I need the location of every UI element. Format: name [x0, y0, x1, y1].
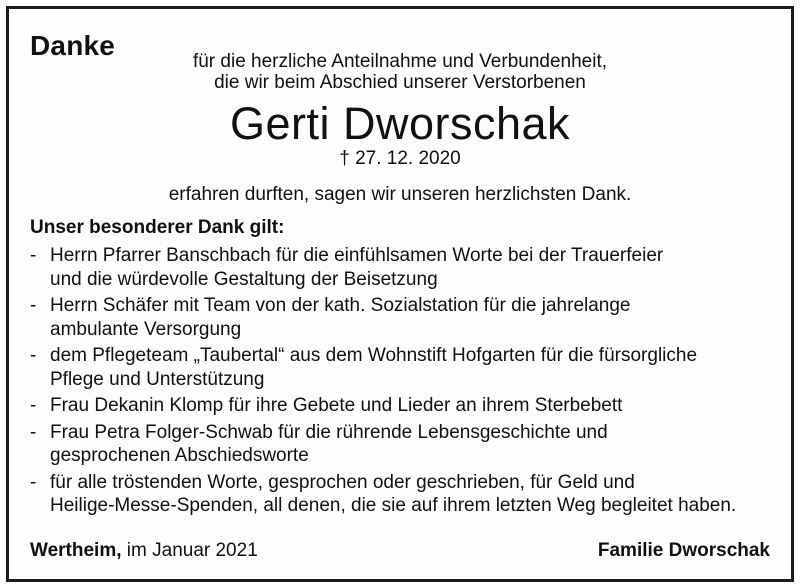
- thanks-list: [30, 244, 775, 521]
- footer-signature: Familie Dworschak: [597, 540, 770, 561]
- list-item-line: für alle tröstenden Worte, gesprochen oder geschrieben, für Geld und: [50, 471, 635, 493]
- list-item-line: Heilige-Messe-Spenden, all denen, die sie auf ihrem letzten Weg begleitet haben.: [50, 495, 737, 516]
- list-item: [30, 471, 775, 518]
- special-thanks-heading: Unser besonderer Dank gilt:: [30, 217, 285, 238]
- list-item: [30, 244, 775, 291]
- list-item-line: und die würdevolle Gestaltung der Beisetzung: [50, 268, 438, 290]
- list-item-line: ambulante Versorgung: [50, 318, 242, 340]
- list-item-line: Pflege und Unterstützung: [50, 368, 265, 390]
- list-item-line: Herrn Schäfer mit Team von der kath. Sozialstation für die jahrelange: [50, 295, 631, 316]
- footer-date: im Januar 2021: [121, 540, 258, 561]
- intro-line-2: die wir beim Abschied unserer Verstorbenen: [214, 72, 586, 93]
- list-bullet: -: [30, 295, 37, 316]
- death-date: † 27. 12. 2020: [339, 148, 461, 169]
- intro-line-1: für die herzliche Anteilnahme und Verbundenheit,: [192, 51, 608, 72]
- notice-heading: Danke: [30, 30, 116, 61]
- list-bullet: -: [30, 245, 37, 266]
- list-item: [30, 294, 775, 341]
- deceased-name: Gerti Dworschak: [229, 98, 571, 149]
- list-bullet: -: [30, 345, 37, 366]
- list-item: [30, 344, 775, 391]
- list-item: [30, 421, 775, 468]
- list-item-line: Frau Dekanin Klomp für ihre Gebete und Lieder an ihrem Sterbebett: [50, 395, 623, 416]
- list-bullet: -: [30, 395, 37, 416]
- list-item: [30, 394, 775, 418]
- list-bullet: -: [30, 421, 37, 443]
- list-item-line: gesprochenen Abschiedsworte: [50, 445, 309, 466]
- list-item-line: Herrn Pfarrer Banschbach für die einfühlsamen Worte bei der Trauerfeier: [50, 245, 664, 266]
- footer-place-date: [30, 540, 258, 562]
- thanks-line: erfahren durften, sagen wir unseren herzlichsten Dank.: [168, 184, 632, 205]
- list-item-line: dem Pflegeteam „Taubertal“ aus dem Wohnstift Hofgarten für die fürsorgliche: [50, 345, 698, 366]
- list-item-line: Frau Petra Folger-Schwab für die rührende Lebensgeschichte und: [50, 421, 608, 443]
- footer-place: Wertheim,: [30, 540, 122, 561]
- list-bullet: -: [30, 471, 37, 493]
